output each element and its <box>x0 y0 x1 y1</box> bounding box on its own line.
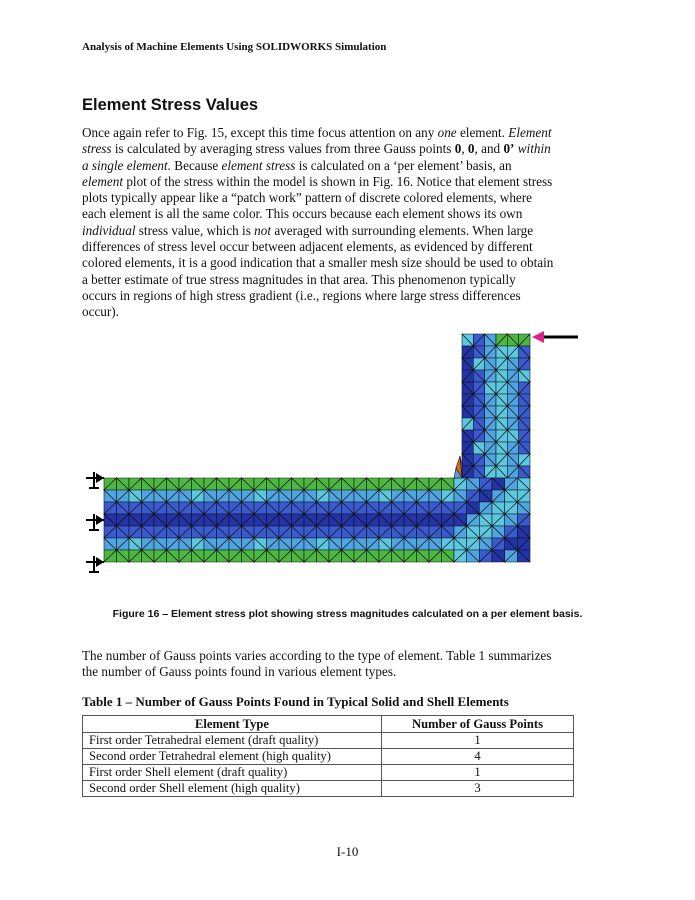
text-run: , <box>461 141 468 157</box>
text-run: Once again refer to Fig. 15, except this time focus attention on any <box>82 125 438 140</box>
text-run: occurs in regions of high stress gradient (i.e., regions where large stress differences <box>82 287 521 303</box>
text-line <box>82 190 577 206</box>
table-row <box>83 781 574 797</box>
text-run: stress value, which is <box>135 222 255 238</box>
text-line <box>82 174 577 190</box>
text-run: is calculated by averaging stress values from three Gauss points <box>111 141 455 157</box>
text-line <box>82 125 577 141</box>
gauss-points-cell: 1 <box>382 733 574 749</box>
text-run: the number of Gauss points found in various element types. <box>82 664 397 680</box>
text-run: within <box>517 141 551 157</box>
text-line <box>82 141 577 157</box>
text-line <box>82 648 577 664</box>
text-run: stress <box>82 141 112 157</box>
text-line <box>82 255 577 271</box>
support-arrow-icon <box>96 515 104 525</box>
element-type-cell: Second order Shell element (high quality) <box>83 781 382 797</box>
text-run: element <box>82 173 124 189</box>
element-type-cell: First order Shell element (draft quality) <box>83 765 382 781</box>
text-run: not <box>254 222 272 238</box>
element-stress-mesh <box>82 330 582 585</box>
text-run: , and <box>474 141 504 157</box>
table-header-row <box>83 716 574 733</box>
text-run: one <box>437 125 457 140</box>
text-run: plot of the stress within the model is shown in Fig. 16. Notice that element stress <box>123 173 553 189</box>
text-run: colored elements, it is a good indication that a smaller mesh size should be used to obtain <box>82 255 554 271</box>
text-run: 0 <box>467 141 475 157</box>
gauss-points-cell: 1 <box>382 765 574 781</box>
text-run: a better estimate of true stress magnitudes in that area. This phenomenon typically <box>82 271 516 287</box>
text-line <box>82 272 577 288</box>
paragraph-element-stress <box>82 125 577 321</box>
text-line <box>82 223 577 239</box>
text-run: individual <box>82 222 136 238</box>
gauss-points-cell: 3 <box>382 781 574 797</box>
text-run: occur). <box>82 304 119 320</box>
gauss-points-cell: 4 <box>382 749 574 765</box>
text-line <box>82 158 577 174</box>
text-run: plots typically appear like a “patch work” pattern of discrete colored elements, where <box>82 190 533 206</box>
text-run: The number of Gauss points varies according to the type of element. Table 1 summarizes <box>82 648 552 663</box>
figure-caption: Figure 16 – Element stress plot showing stress magnitudes calculated on a per element basis. <box>112 608 583 620</box>
support-arrow-icon <box>96 557 104 567</box>
text-line <box>82 304 577 320</box>
support-arrow-icon <box>96 473 104 483</box>
table-row <box>83 733 574 749</box>
text-run: element stress <box>221 157 296 173</box>
paragraph-gauss-points <box>82 648 577 681</box>
text-run: element. <box>456 125 509 140</box>
text-line <box>82 239 577 255</box>
text-run: is calculated on a ‘per element’ basis, an <box>295 157 512 173</box>
text-run: 0’ <box>503 141 515 157</box>
section-heading: Element Stress Values <box>82 96 259 114</box>
column-header-element-type: Element Type <box>83 716 382 733</box>
figure-element-stress-plot <box>82 330 582 585</box>
load-arrow-head-icon <box>532 331 544 343</box>
text-line <box>82 664 577 680</box>
text-run: 0 <box>454 141 462 157</box>
table-row <box>83 765 574 781</box>
gauss-points-table <box>82 715 574 797</box>
text-run: Element <box>508 125 552 140</box>
text-line <box>82 206 577 222</box>
text-run: a single element. <box>82 157 171 173</box>
element-type-cell: Second order Tetrahedral element (high quality) <box>83 749 382 765</box>
element-type-cell: First order Tetrahedral element (draft quality) <box>83 733 382 749</box>
text-run: each element is all the same color. This occurs because each element shows its own <box>82 206 523 222</box>
table-row <box>83 749 574 765</box>
text-line <box>82 288 577 304</box>
text-run: differences of stress level occur between adjacent elements, as evidenced by different <box>82 239 533 255</box>
text-run: Because <box>171 157 222 173</box>
page-number: I-10 <box>336 844 359 859</box>
text-run: averaged with surrounding elements. When large <box>271 222 534 238</box>
column-header-gauss-points: Number of Gauss Points <box>382 716 574 733</box>
running-header: Analysis of Machine Elements Using SOLIDWORKS Simulation <box>82 41 387 53</box>
table-title: Table 1 – Number of Gauss Points Found in Typical Solid and Shell Elements <box>82 694 509 709</box>
